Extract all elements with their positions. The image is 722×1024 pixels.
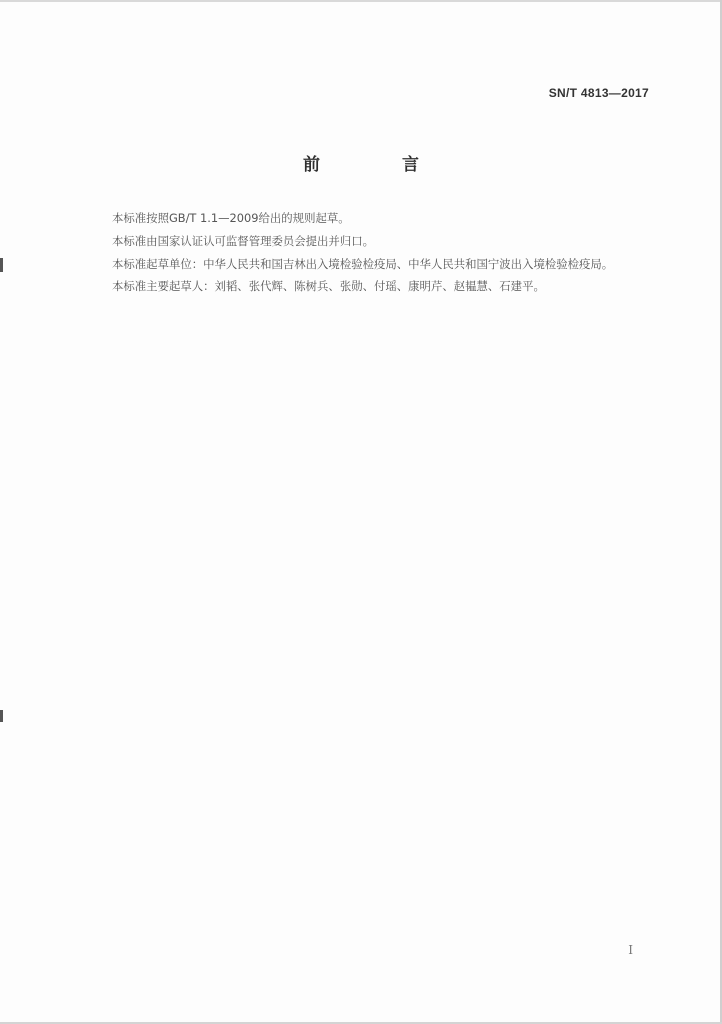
binding-mark [0, 710, 3, 722]
standard-number: SN/T 4813—2017 [548, 86, 649, 100]
scan-edge [0, 0, 722, 2]
paragraph-drafting-rules: 本标准按照GB/T 1.1—2009给出的规则起草。 [112, 211, 350, 225]
page-number: I [628, 943, 633, 957]
paragraph-drafting-units: 本标准起草单位：中华人民共和国吉林出入境检验检疫局、中华人民共和国宁波出入境检验检疫局。 [112, 256, 614, 271]
foreword-body [89, 207, 651, 298]
paragraph-drafters: 本标准主要起草人：刘韬、张代辉、陈树兵、张勋、付瑶、康明芹、赵韫慧、石建平。 [112, 279, 545, 294]
page-title: 前 言 [303, 155, 457, 175]
paragraph-proposer: 本标准由国家认证认可监督管理委员会提出并归口。 [112, 233, 374, 248]
binding-mark [0, 258, 3, 272]
